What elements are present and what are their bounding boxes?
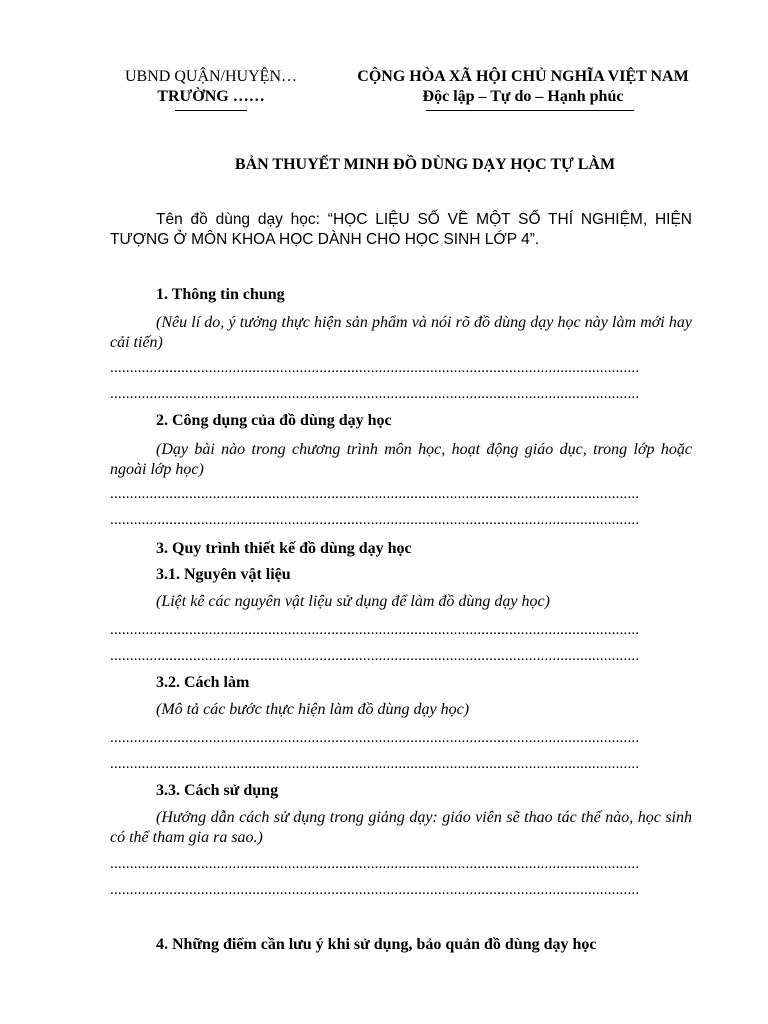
motto-underline [426,110,634,111]
dotted-line: ...................................................................................................................................... [110,360,640,376]
national-motto: Độc lập – Tự do – Hạnh phúc [422,88,624,105]
dotted-line: ...................................................................................................................................... [110,730,640,746]
dotted-line: ...................................................................................................................................... [110,622,640,638]
dotted-line: ...................................................................................................................................... [110,386,640,402]
school-name: TRƯỜNG …… [157,88,265,105]
section-3-1-heading: 3.1. Nguyên vật liệu [156,566,291,583]
document-title: BẢN THUYẾT MINH ĐỒ DÙNG DẠY HỌC TỰ LÀM [234,156,616,173]
section-3-1-hint: (Liệt kê các nguyên vật liệu sử dụng để làm đồ dùng dạy học) [156,593,550,610]
dotted-line: ...................................................................................................................................... [110,882,640,898]
dotted-line: ...................................................................................................................................... [110,486,640,502]
section-1-heading: 1. Thông tin chung [156,286,285,303]
section-4-heading: 4. Những điểm cần lưu ý khi sử dụng, bảo quản đồ dùng dạy học [156,936,597,953]
dotted-line: ...................................................................................................................................... [110,756,640,772]
section-3-2-hint: (Mô tả các bước thực hiện làm đồ dùng dạy học) [156,701,470,718]
national-title: CỘNG HÒA XÃ HỘI CHỦ NGHĨA VIỆT NAM [357,68,689,85]
dotted-line: ...................................................................................................................................... [110,856,640,872]
section-3-3-hint: (Hướng dẫn cách sử dụng trong giảng dạy: giáo viên sẽ thao tác thế nào, học sinh có thể tham gia ra sao.) [110,809,692,846]
section-3-2-heading: 3.2. Cách làm [156,674,250,691]
section-2-hint: (Dạy bài nào trong chương trình môn học, hoạt động giáo dục, trong lớp hoặc ngoài lớp học) [110,441,692,478]
school-underline [175,110,247,111]
dotted-line: ...................................................................................................................................... [110,512,640,528]
section-1-hint: (Nêu lí do, ý tưởng thực hiện sản phẩm và nói rõ đồ dùng dạy học này làm mới hay cải tiến) [110,314,692,351]
agency-name: UBND QUẬN/HUYỆN… [125,68,297,85]
product-name: Tên đồ dùng dạy học: “HỌC LIỆU SỐ VỀ MỘT SỐ THÍ NGHIỆM, HIỆN TƯỢNG Ở MÔN KHOA HỌC DÀNH CHO HỌC SINH LỚP 4”. [110,211,692,248]
dotted-line: ...................................................................................................................................... [110,648,640,664]
section-3-heading: 3. Quy trình thiết kế đồ dùng dạy học [156,540,412,557]
section-2-heading: 2. Công dụng của đồ dùng dạy học [156,412,392,429]
section-3-3-heading: 3.3. Cách sử dụng [156,782,279,799]
